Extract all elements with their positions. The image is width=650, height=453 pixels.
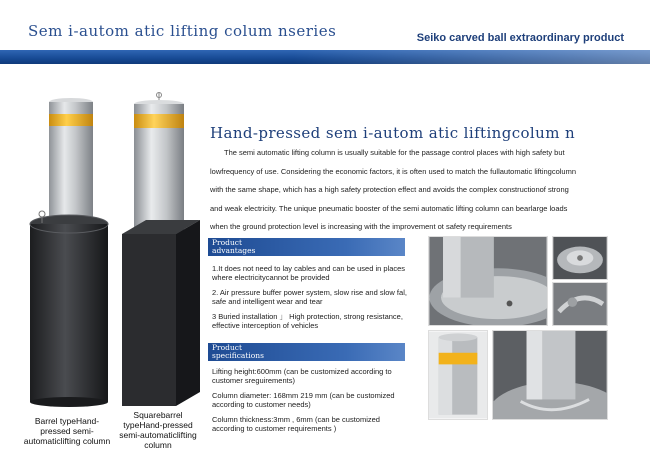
square-bollard-image — [120, 92, 204, 410]
list-item: Column diameter: 168mm 219 mm (can be customized according to customer needs) — [212, 391, 395, 409]
list-item: 1.It does not need to lay cables and can be used in places where electricitycannot be provided — [212, 264, 406, 282]
list-item: 2. Air pressure buffer power system, slow rise and slow fal, safe and intelligent wear and tear — [212, 288, 407, 306]
section-heading: Hand-pressed sem i-autom atic liftingcolum n — [210, 124, 576, 142]
advantages-list — [212, 264, 412, 336]
detail-photo-cover-plate — [492, 330, 608, 420]
square-bollard-caption: Squarebarrel typeHand-pressed semi-automaticlifting column — [119, 410, 197, 450]
barrel-bollard-caption: Barrel typeHand- pressed semi- automaticlifting column — [23, 416, 111, 446]
detail-photo-flange — [428, 236, 548, 326]
header-tagline: Seiko carved ball extraordinary product — [416, 32, 624, 44]
detail-photo-release-valve — [552, 282, 608, 326]
specifications-list — [212, 367, 412, 439]
product-advantages-tab: Product advantages — [208, 238, 405, 256]
detail-photo-top-cap — [552, 236, 608, 280]
barrel-bollard-image — [28, 92, 110, 408]
intro-paragraph: The semi automatic lifting column is usually suitable for the passage control places with high safety but lowfrequency of use. Considering the economic factors, it is often used to match the fullautomatic liftingcolumn with the same shape, which has a high safety protection effect and avoids the complex constructionof strong and weak electricity. The unique pneumatic booster of the semi automatic lifting column can bearlarge loads when the ground protection level is increasing with the improvement ot safety requirements — [210, 148, 577, 231]
product-specifications-tab: Product specifications — [208, 343, 405, 361]
page-title: Sem i-autom atic lifting colum nseries — [28, 22, 337, 40]
list-item: 3 Buried installation 」 High protection, strong resistance, effective interception of vehicles — [212, 312, 403, 330]
list-item: Column thickness:3mm , 6mm (can be customized according to customer requirements ) — [212, 415, 380, 433]
list-item: Lifting height:600mm (can be customized according to customer sreguirements) — [212, 367, 392, 385]
header-bar-highlight — [0, 50, 650, 64]
detail-photo-reflective-band — [428, 330, 488, 420]
